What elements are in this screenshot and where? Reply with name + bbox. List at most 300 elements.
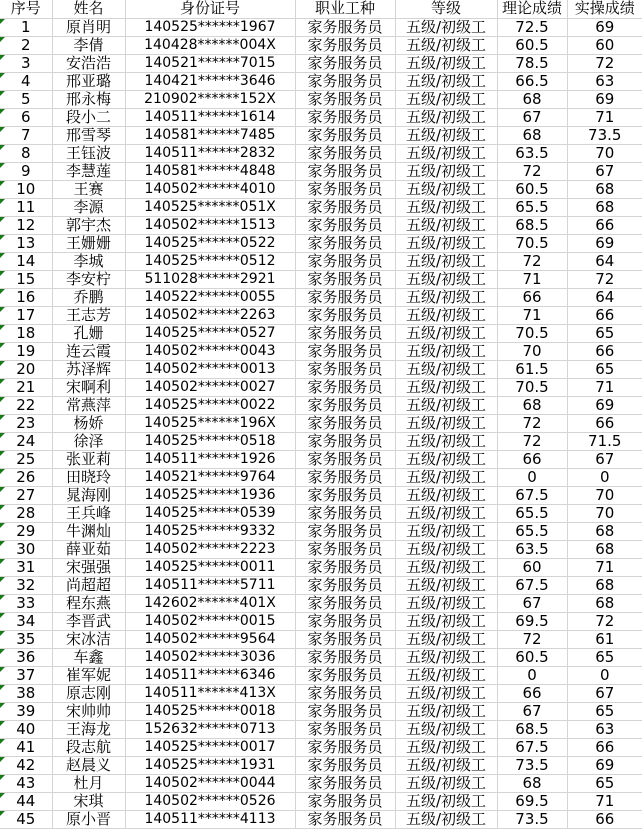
cell-theory-score[interactable] — [497, 162, 567, 180]
cell-occupation[interactable] — [295, 432, 395, 450]
cell-id-number[interactable] — [125, 756, 295, 774]
cell-occupation[interactable] — [295, 558, 395, 576]
cell-occupation[interactable] — [295, 414, 395, 432]
cell-occupation[interactable] — [295, 90, 395, 108]
cell-occupation[interactable] — [295, 54, 395, 72]
cell-level[interactable] — [395, 342, 497, 360]
cell-index[interactable] — [0, 450, 52, 468]
cell-index[interactable] — [0, 234, 52, 252]
cell-theory-score[interactable] — [497, 180, 567, 198]
cell-level[interactable] — [395, 450, 497, 468]
column-header-name[interactable] — [52, 0, 125, 18]
cell-theory-score[interactable] — [497, 36, 567, 54]
cell-name[interactable] — [52, 720, 125, 738]
cell-level[interactable] — [395, 612, 497, 630]
cell-name[interactable] — [52, 792, 125, 810]
cell-index[interactable] — [0, 684, 52, 702]
cell-theory-score[interactable] — [497, 558, 567, 576]
cell-name[interactable] — [52, 774, 125, 792]
cell-occupation[interactable] — [295, 774, 395, 792]
cell-occupation[interactable] — [295, 594, 395, 612]
cell-occupation[interactable] — [295, 234, 395, 252]
cell-index[interactable] — [0, 162, 52, 180]
cell-id-number[interactable] — [125, 126, 295, 144]
cell-theory-score[interactable] — [497, 450, 567, 468]
cell-level[interactable] — [395, 576, 497, 594]
cell-practical-score[interactable] — [567, 720, 642, 738]
cell-practical-score[interactable] — [567, 324, 642, 342]
cell-theory-score[interactable] — [497, 486, 567, 504]
cell-practical-score[interactable] — [567, 36, 642, 54]
cell-level[interactable] — [395, 432, 497, 450]
cell-index[interactable] — [0, 144, 52, 162]
cell-index[interactable] — [0, 360, 52, 378]
cell-level[interactable] — [395, 234, 497, 252]
cell-name[interactable] — [52, 684, 125, 702]
cell-index[interactable] — [0, 396, 52, 414]
cell-name[interactable] — [52, 396, 125, 414]
cell-level[interactable] — [395, 666, 497, 684]
cell-theory-score[interactable] — [497, 576, 567, 594]
cell-index[interactable] — [0, 774, 52, 792]
cell-practical-score[interactable] — [567, 54, 642, 72]
cell-id-number[interactable] — [125, 234, 295, 252]
cell-index[interactable] — [0, 468, 52, 486]
cell-id-number[interactable] — [125, 108, 295, 126]
cell-theory-score[interactable] — [497, 108, 567, 126]
cell-level[interactable] — [395, 792, 497, 810]
cell-level[interactable] — [395, 324, 497, 342]
cell-id-number[interactable] — [125, 522, 295, 540]
cell-name[interactable] — [52, 162, 125, 180]
cell-id-number[interactable] — [125, 702, 295, 720]
cell-id-number[interactable] — [125, 90, 295, 108]
cell-index[interactable] — [0, 306, 52, 324]
cell-practical-score[interactable] — [567, 774, 642, 792]
cell-index[interactable] — [0, 36, 52, 54]
cell-practical-score[interactable] — [567, 702, 642, 720]
cell-name[interactable] — [52, 378, 125, 396]
cell-theory-score[interactable] — [497, 360, 567, 378]
cell-level[interactable] — [395, 630, 497, 648]
cell-level[interactable] — [395, 144, 497, 162]
cell-occupation[interactable] — [295, 738, 395, 756]
cell-theory-score[interactable] — [497, 684, 567, 702]
cell-index[interactable] — [0, 288, 52, 306]
cell-name[interactable] — [52, 198, 125, 216]
cell-id-number[interactable] — [125, 342, 295, 360]
cell-level[interactable] — [395, 594, 497, 612]
cell-id-number[interactable] — [125, 144, 295, 162]
cell-index[interactable] — [0, 252, 52, 270]
cell-occupation[interactable] — [295, 630, 395, 648]
cell-practical-score[interactable] — [567, 270, 642, 288]
cell-level[interactable] — [395, 18, 497, 36]
cell-id-number[interactable] — [125, 324, 295, 342]
cell-practical-score[interactable] — [567, 738, 642, 756]
cell-practical-score[interactable] — [567, 612, 642, 630]
cell-theory-score[interactable] — [497, 756, 567, 774]
cell-theory-score[interactable] — [497, 612, 567, 630]
cell-theory-score[interactable] — [497, 252, 567, 270]
cell-occupation[interactable] — [295, 180, 395, 198]
cell-occupation[interactable] — [295, 198, 395, 216]
cell-occupation[interactable] — [295, 36, 395, 54]
cell-theory-score[interactable] — [497, 144, 567, 162]
cell-name[interactable] — [52, 108, 125, 126]
cell-index[interactable] — [0, 378, 52, 396]
cell-id-number[interactable] — [125, 612, 295, 630]
cell-id-number[interactable] — [125, 396, 295, 414]
cell-id-number[interactable] — [125, 360, 295, 378]
cell-practical-score[interactable] — [567, 594, 642, 612]
cell-index[interactable] — [0, 324, 52, 342]
cell-id-number[interactable] — [125, 378, 295, 396]
cell-id-number[interactable] — [125, 684, 295, 702]
cell-practical-score[interactable] — [567, 522, 642, 540]
cell-id-number[interactable] — [125, 810, 295, 828]
cell-id-number[interactable] — [125, 306, 295, 324]
cell-id-number[interactable] — [125, 648, 295, 666]
cell-id-number[interactable] — [125, 540, 295, 558]
cell-name[interactable] — [52, 738, 125, 756]
cell-index[interactable] — [0, 126, 52, 144]
cell-level[interactable] — [395, 738, 497, 756]
cell-practical-score[interactable] — [567, 414, 642, 432]
cell-occupation[interactable] — [295, 720, 395, 738]
cell-id-number[interactable] — [125, 576, 295, 594]
cell-practical-score[interactable] — [567, 504, 642, 522]
cell-index[interactable] — [0, 576, 52, 594]
cell-name[interactable] — [52, 36, 125, 54]
cell-occupation[interactable] — [295, 522, 395, 540]
cell-occupation[interactable] — [295, 360, 395, 378]
cell-theory-score[interactable] — [497, 468, 567, 486]
cell-practical-score[interactable] — [567, 342, 642, 360]
cell-theory-score[interactable] — [497, 288, 567, 306]
cell-name[interactable] — [52, 648, 125, 666]
cell-occupation[interactable] — [295, 702, 395, 720]
cell-name[interactable] — [52, 612, 125, 630]
cell-theory-score[interactable] — [497, 540, 567, 558]
cell-theory-score[interactable] — [497, 54, 567, 72]
cell-index[interactable] — [0, 792, 52, 810]
cell-theory-score[interactable] — [497, 18, 567, 36]
cell-index[interactable] — [0, 486, 52, 504]
cell-theory-score[interactable] — [497, 774, 567, 792]
cell-occupation[interactable] — [295, 306, 395, 324]
cell-name[interactable] — [52, 234, 125, 252]
cell-index[interactable] — [0, 702, 52, 720]
cell-level[interactable] — [395, 378, 497, 396]
cell-id-number[interactable] — [125, 216, 295, 234]
cell-practical-score[interactable] — [567, 288, 642, 306]
cell-index[interactable] — [0, 414, 52, 432]
cell-practical-score[interactable] — [567, 378, 642, 396]
cell-occupation[interactable] — [295, 144, 395, 162]
cell-id-number[interactable] — [125, 198, 295, 216]
cell-practical-score[interactable] — [567, 648, 642, 666]
cell-name[interactable] — [52, 72, 125, 90]
cell-index[interactable] — [0, 270, 52, 288]
cell-id-number[interactable] — [125, 180, 295, 198]
cell-index[interactable] — [0, 756, 52, 774]
cell-name[interactable] — [52, 18, 125, 36]
cell-theory-score[interactable] — [497, 702, 567, 720]
cell-occupation[interactable] — [295, 126, 395, 144]
cell-name[interactable] — [52, 432, 125, 450]
column-header-index[interactable] — [0, 0, 52, 18]
cell-occupation[interactable] — [295, 612, 395, 630]
column-header-theory-score[interactable] — [497, 0, 567, 18]
cell-practical-score[interactable] — [567, 360, 642, 378]
cell-occupation[interactable] — [295, 576, 395, 594]
cell-name[interactable] — [52, 306, 125, 324]
cell-practical-score[interactable] — [567, 540, 642, 558]
cell-name[interactable] — [52, 324, 125, 342]
cell-level[interactable] — [395, 702, 497, 720]
cell-name[interactable] — [52, 810, 125, 828]
cell-level[interactable] — [395, 360, 497, 378]
cell-id-number[interactable] — [125, 630, 295, 648]
cell-theory-score[interactable] — [497, 324, 567, 342]
cell-name[interactable] — [52, 666, 125, 684]
cell-occupation[interactable] — [295, 324, 395, 342]
cell-id-number[interactable] — [125, 720, 295, 738]
cell-level[interactable] — [395, 162, 497, 180]
cell-occupation[interactable] — [295, 396, 395, 414]
cell-index[interactable] — [0, 72, 52, 90]
cell-practical-score[interactable] — [567, 792, 642, 810]
cell-name[interactable] — [52, 288, 125, 306]
cell-occupation[interactable] — [295, 792, 395, 810]
cell-theory-score[interactable] — [497, 594, 567, 612]
cell-index[interactable] — [0, 54, 52, 72]
cell-name[interactable] — [52, 180, 125, 198]
cell-practical-score[interactable] — [567, 558, 642, 576]
cell-level[interactable] — [395, 54, 497, 72]
cell-practical-score[interactable] — [567, 630, 642, 648]
cell-name[interactable] — [52, 414, 125, 432]
cell-level[interactable] — [395, 198, 497, 216]
cell-level[interactable] — [395, 540, 497, 558]
cell-index[interactable] — [0, 90, 52, 108]
cell-id-number[interactable] — [125, 486, 295, 504]
cell-theory-score[interactable] — [497, 666, 567, 684]
cell-practical-score[interactable] — [567, 72, 642, 90]
cell-index[interactable] — [0, 558, 52, 576]
cell-occupation[interactable] — [295, 342, 395, 360]
cell-theory-score[interactable] — [497, 306, 567, 324]
cell-practical-score[interactable] — [567, 576, 642, 594]
cell-index[interactable] — [0, 612, 52, 630]
cell-occupation[interactable] — [295, 108, 395, 126]
cell-practical-score[interactable] — [567, 432, 642, 450]
cell-id-number[interactable] — [125, 252, 295, 270]
cell-name[interactable] — [52, 468, 125, 486]
cell-name[interactable] — [52, 126, 125, 144]
cell-level[interactable] — [395, 774, 497, 792]
cell-name[interactable] — [52, 522, 125, 540]
cell-index[interactable] — [0, 504, 52, 522]
cell-name[interactable] — [52, 54, 125, 72]
cell-index[interactable] — [0, 648, 52, 666]
cell-practical-score[interactable] — [567, 666, 642, 684]
cell-index[interactable] — [0, 108, 52, 126]
cell-occupation[interactable] — [295, 504, 395, 522]
cell-id-number[interactable] — [125, 54, 295, 72]
cell-occupation[interactable] — [295, 666, 395, 684]
cell-id-number[interactable] — [125, 72, 295, 90]
cell-occupation[interactable] — [295, 378, 395, 396]
cell-level[interactable] — [395, 486, 497, 504]
cell-id-number[interactable] — [125, 162, 295, 180]
cell-theory-score[interactable] — [497, 738, 567, 756]
cell-index[interactable] — [0, 810, 52, 828]
cell-name[interactable] — [52, 702, 125, 720]
cell-practical-score[interactable] — [567, 486, 642, 504]
cell-level[interactable] — [395, 36, 497, 54]
cell-theory-score[interactable] — [497, 72, 567, 90]
cell-name[interactable] — [52, 270, 125, 288]
cell-index[interactable] — [0, 198, 52, 216]
cell-occupation[interactable] — [295, 72, 395, 90]
cell-level[interactable] — [395, 108, 497, 126]
cell-practical-score[interactable] — [567, 144, 642, 162]
column-header-practical-score[interactable] — [567, 0, 642, 18]
cell-theory-score[interactable] — [497, 342, 567, 360]
cell-name[interactable] — [52, 486, 125, 504]
cell-id-number[interactable] — [125, 414, 295, 432]
cell-index[interactable] — [0, 720, 52, 738]
cell-index[interactable] — [0, 180, 52, 198]
cell-level[interactable] — [395, 468, 497, 486]
cell-level[interactable] — [395, 522, 497, 540]
cell-name[interactable] — [52, 252, 125, 270]
cell-occupation[interactable] — [295, 18, 395, 36]
cell-level[interactable] — [395, 180, 497, 198]
cell-occupation[interactable] — [295, 648, 395, 666]
cell-practical-score[interactable] — [567, 216, 642, 234]
cell-level[interactable] — [395, 288, 497, 306]
cell-occupation[interactable] — [295, 468, 395, 486]
cell-theory-score[interactable] — [497, 90, 567, 108]
cell-occupation[interactable] — [295, 810, 395, 828]
cell-id-number[interactable] — [125, 594, 295, 612]
cell-id-number[interactable] — [125, 270, 295, 288]
cell-practical-score[interactable] — [567, 396, 642, 414]
cell-theory-score[interactable] — [497, 234, 567, 252]
column-header-occupation[interactable] — [295, 0, 395, 18]
cell-id-number[interactable] — [125, 666, 295, 684]
cell-practical-score[interactable] — [567, 252, 642, 270]
cell-name[interactable] — [52, 630, 125, 648]
cell-level[interactable] — [395, 648, 497, 666]
cell-practical-score[interactable] — [567, 108, 642, 126]
cell-name[interactable] — [52, 594, 125, 612]
cell-theory-score[interactable] — [497, 630, 567, 648]
cell-theory-score[interactable] — [497, 432, 567, 450]
cell-id-number[interactable] — [125, 18, 295, 36]
cell-occupation[interactable] — [295, 756, 395, 774]
cell-occupation[interactable] — [295, 684, 395, 702]
cell-theory-score[interactable] — [497, 522, 567, 540]
cell-theory-score[interactable] — [497, 126, 567, 144]
cell-id-number[interactable] — [125, 468, 295, 486]
cell-occupation[interactable] — [295, 252, 395, 270]
cell-level[interactable] — [395, 504, 497, 522]
cell-level[interactable] — [395, 216, 497, 234]
cell-occupation[interactable] — [295, 540, 395, 558]
cell-level[interactable] — [395, 684, 497, 702]
cell-practical-score[interactable] — [567, 810, 642, 828]
cell-practical-score[interactable] — [567, 450, 642, 468]
cell-index[interactable] — [0, 594, 52, 612]
cell-id-number[interactable] — [125, 36, 295, 54]
cell-id-number[interactable] — [125, 738, 295, 756]
cell-practical-score[interactable] — [567, 18, 642, 36]
cell-theory-score[interactable] — [497, 648, 567, 666]
cell-level[interactable] — [395, 756, 497, 774]
cell-name[interactable] — [52, 144, 125, 162]
cell-name[interactable] — [52, 216, 125, 234]
cell-name[interactable] — [52, 540, 125, 558]
cell-id-number[interactable] — [125, 558, 295, 576]
cell-level[interactable] — [395, 72, 497, 90]
cell-occupation[interactable] — [295, 450, 395, 468]
cell-practical-score[interactable] — [567, 468, 642, 486]
cell-name[interactable] — [52, 756, 125, 774]
cell-level[interactable] — [395, 306, 497, 324]
cell-index[interactable] — [0, 432, 52, 450]
cell-level[interactable] — [395, 252, 497, 270]
cell-id-number[interactable] — [125, 774, 295, 792]
cell-index[interactable] — [0, 342, 52, 360]
cell-occupation[interactable] — [295, 270, 395, 288]
cell-practical-score[interactable] — [567, 756, 642, 774]
column-header-level[interactable] — [395, 0, 497, 18]
cell-id-number[interactable] — [125, 432, 295, 450]
cell-name[interactable] — [52, 450, 125, 468]
cell-name[interactable] — [52, 342, 125, 360]
cell-level[interactable] — [395, 396, 497, 414]
cell-index[interactable] — [0, 540, 52, 558]
cell-theory-score[interactable] — [497, 396, 567, 414]
cell-index[interactable] — [0, 738, 52, 756]
cell-index[interactable] — [0, 216, 52, 234]
cell-name[interactable] — [52, 90, 125, 108]
cell-theory-score[interactable] — [497, 810, 567, 828]
cell-level[interactable] — [395, 810, 497, 828]
cell-theory-score[interactable] — [497, 504, 567, 522]
cell-level[interactable] — [395, 270, 497, 288]
cell-index[interactable] — [0, 18, 52, 36]
column-header-id-number[interactable] — [125, 0, 295, 18]
cell-level[interactable] — [395, 126, 497, 144]
cell-practical-score[interactable] — [567, 306, 642, 324]
cell-id-number[interactable] — [125, 504, 295, 522]
cell-practical-score[interactable] — [567, 180, 642, 198]
cell-theory-score[interactable] — [497, 414, 567, 432]
cell-occupation[interactable] — [295, 288, 395, 306]
cell-practical-score[interactable] — [567, 198, 642, 216]
cell-practical-score[interactable] — [567, 126, 642, 144]
cell-level[interactable] — [395, 414, 497, 432]
cell-level[interactable] — [395, 558, 497, 576]
cell-level[interactable] — [395, 720, 497, 738]
cell-occupation[interactable] — [295, 486, 395, 504]
cell-index[interactable] — [0, 666, 52, 684]
